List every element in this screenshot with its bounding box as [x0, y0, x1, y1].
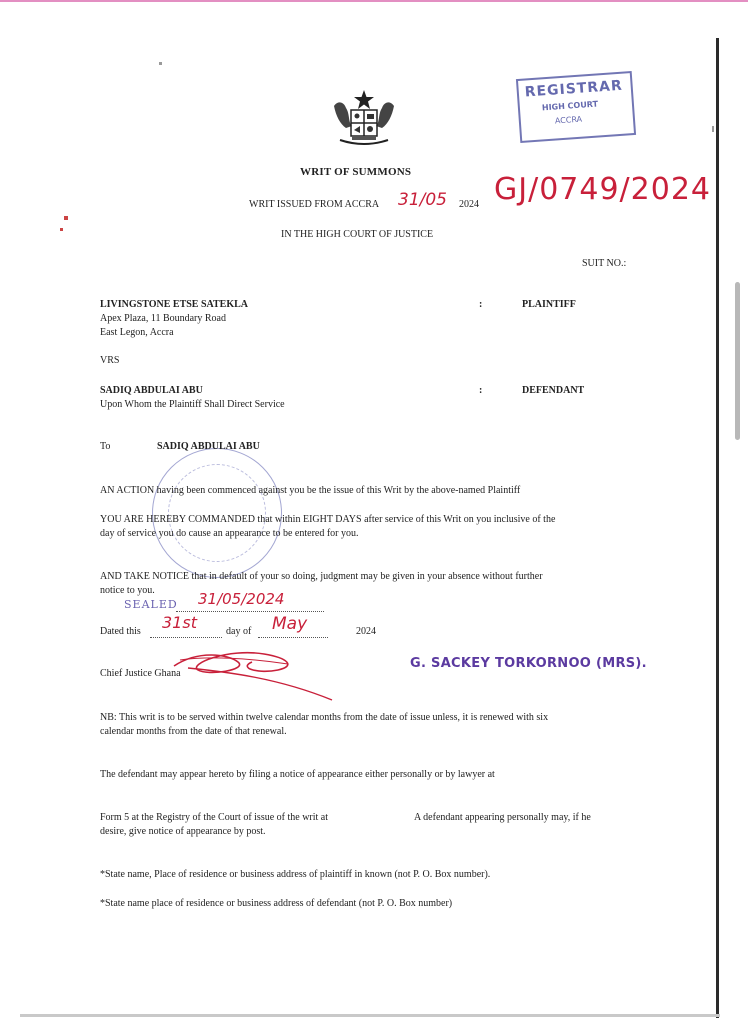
suit-number-handwritten: GJ/0749/2024	[494, 172, 712, 207]
scan-speck	[64, 216, 68, 220]
plaintiff-address-line2: East Legon, Accra	[100, 327, 174, 338]
issued-from-label: WRIT ISSUED FROM ACCRA	[249, 199, 380, 210]
registrar-stamp-title: REGISTRAR	[524, 77, 624, 101]
defendant-colon: :	[479, 385, 483, 396]
defendant-name: SADIQ ABDULAI ABU	[100, 385, 203, 396]
notice-paragraph-line1: AND TAKE NOTICE that in default of your so doing, judgment may be given in your absence without further	[100, 571, 543, 582]
state-plaintiff-note: *State name, Place of residence or business address of plaintiff in known (not P. O. Box number).	[100, 869, 491, 880]
defendant-service-note: Upon Whom the Plaintiff Shall Direct Service	[100, 399, 285, 410]
scan-speck	[60, 228, 63, 231]
chief-justice-signature	[168, 640, 340, 704]
top-accent-bar	[0, 0, 748, 2]
plaintiff-colon: :	[479, 299, 483, 310]
scan-speck	[712, 126, 714, 132]
dated-month-handwritten: May	[272, 614, 308, 634]
notice-paragraph-line2: notice to you.	[100, 585, 155, 596]
issued-handwritten-date: 31/05	[398, 190, 447, 210]
commanded-paragraph-line2: day of service you do cause an appearance to be entered for you.	[100, 528, 359, 539]
nb-note-line1: NB: This writ is to be served within twelve calendar months from the date of issue unless, it is renewed with six	[100, 712, 549, 723]
dated-label: Dated this	[100, 626, 141, 637]
signer-name-stamp: G. SACKEY TORKORNOO (MRS).	[410, 656, 647, 671]
plaintiff-role: PLAINTIFF	[522, 299, 576, 310]
dated-year: 2024	[356, 626, 376, 637]
nb-note-line2: calendar months from the date of that renewal.	[100, 726, 287, 737]
dated-day-of: day of	[226, 626, 252, 637]
dated-day-handwritten: 31st	[162, 613, 197, 632]
scan-speck	[159, 62, 162, 65]
ghana-coat-of-arms-icon	[326, 88, 402, 150]
scrollbar-thumb[interactable]	[735, 282, 740, 440]
suit-no-label: SUIT NO.:	[582, 258, 627, 269]
court-name: IN THE HIGH COURT OF JUSTICE	[281, 229, 434, 240]
commanded-paragraph-line1: YOU ARE HEREBY COMMANDED that within EIGHT DAYS after service of this Writ on you inclusive of the	[100, 514, 556, 525]
chief-justice-label: Chief Justice Ghana	[100, 668, 181, 679]
registrar-stamp-court: HIGH COURT	[541, 99, 599, 113]
sealed-handwritten-date: 31/05/2024	[198, 590, 285, 608]
page-edge-right	[716, 38, 719, 1018]
plaintiff-name: LIVINGSTONE ETSE SATEKLA	[100, 299, 249, 310]
document-title: WRIT OF SUMMONS	[300, 166, 412, 178]
sealed-label: SEALED	[124, 598, 178, 611]
to-label: To	[100, 441, 111, 452]
registrar-stamp-city: ACCRA	[554, 114, 583, 126]
appearance-note: The defendant may appear hereto by filing a notice of appearance either personally or by lawyer at	[100, 769, 495, 780]
versus-label: VRS	[100, 355, 120, 366]
issued-year: 2024	[459, 199, 479, 210]
to-name: SADIQ ABDULAI ABU	[157, 441, 260, 452]
registrar-stamp	[516, 71, 636, 143]
action-paragraph: AN ACTION having been commenced against you be the issue of this Writ by the above-named Plaintiff	[100, 485, 521, 496]
page-edge-bottom	[20, 1014, 720, 1017]
defendant-role: DEFENDANT	[522, 385, 585, 396]
form5-note-left: Form 5 at the Registry of the Court of issue of the writ at	[100, 812, 329, 823]
state-defendant-note: *State name place of residence or business address of defendant (not P. O. Box number)	[100, 898, 453, 909]
form5-note-line2: desire, give notice of appearance by post.	[100, 826, 266, 837]
form5-note-right: A defendant appearing personally may, if he	[414, 812, 591, 823]
plaintiff-address-line1: Apex Plaza, 11 Boundary Road	[100, 313, 226, 324]
